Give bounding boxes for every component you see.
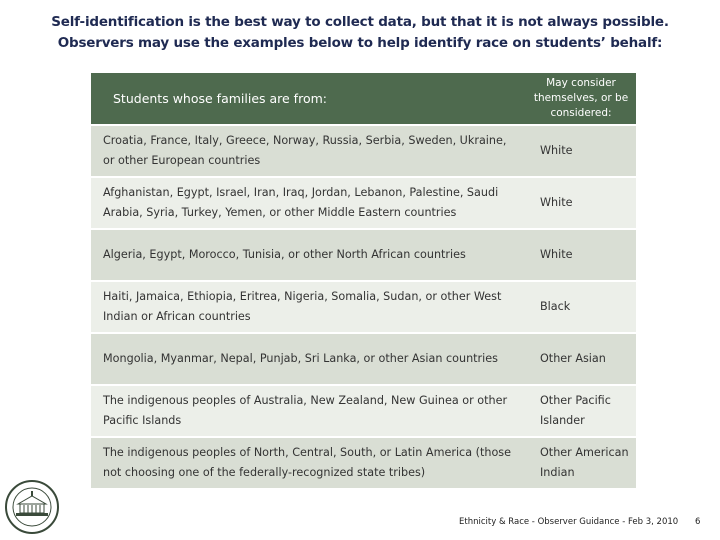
table-row — [91, 437, 636, 489]
page-number: 6 — [695, 517, 701, 527]
race-cell: Other Pacific Islander — [526, 385, 636, 437]
table-row — [91, 125, 636, 177]
header-origin: Students whose families are from: — [91, 73, 526, 125]
department-seal-icon — [4, 478, 60, 536]
footer-text: Ethnicity & Race - Observer Guidance - Feb 3, 2010 — [459, 517, 679, 527]
table-row — [91, 385, 636, 437]
race-cell: White — [526, 229, 636, 281]
origin-cell: The indigenous peoples of Australia, New Zealand, New Guinea or other Pacific Islands — [91, 385, 526, 437]
table-row — [91, 177, 636, 229]
origin-cell: Algeria, Egypt, Morocco, Tunisia, or other North African countries — [91, 229, 526, 281]
race-guidance-table-container — [91, 73, 636, 490]
origin-cell: Afghanistan, Egypt, Israel, Iran, Iraq, Jordan, Lebanon, Palestine, Saudi Arabia, Syria, Turkey, Yemen, or other Middle Eastern countries — [91, 177, 526, 229]
table-row — [91, 333, 636, 385]
heading-line-1: Self-identification is the best way to collect data, but that it is not always possible. — [51, 14, 669, 30]
race-cell: White — [526, 177, 636, 229]
header-race: May consider themselves, or be considered: — [526, 73, 636, 125]
origin-cell: Haiti, Jamaica, Ethiopia, Eritrea, Nigeria, Somalia, Sudan, or other West Indian or African countries — [91, 281, 526, 333]
table-row — [91, 281, 636, 333]
race-cell: Black — [526, 281, 636, 333]
origin-cell: Mongolia, Myanmar, Nepal, Punjab, Sri Lanka, or other Asian countries — [91, 333, 526, 385]
heading-line-2: Observers may use the examples below to help identify race on students’ behalf: — [57, 35, 663, 51]
table-row — [91, 229, 636, 281]
race-cell: Other American Indian — [526, 437, 636, 489]
origin-cell: Croatia, France, Italy, Greece, Norway, Russia, Serbia, Sweden, Ukraine, or other European countries — [91, 125, 526, 177]
table-header-row — [91, 73, 636, 125]
race-cell: White — [526, 125, 636, 177]
origin-cell: The indigenous peoples of North, Central, South, or Latin America (those not choosing one of the federally-recognized state tribes) — [91, 437, 526, 489]
page-heading — [0, 12, 720, 54]
race-cell: Other Asian — [526, 333, 636, 385]
race-guidance-table — [91, 73, 636, 490]
